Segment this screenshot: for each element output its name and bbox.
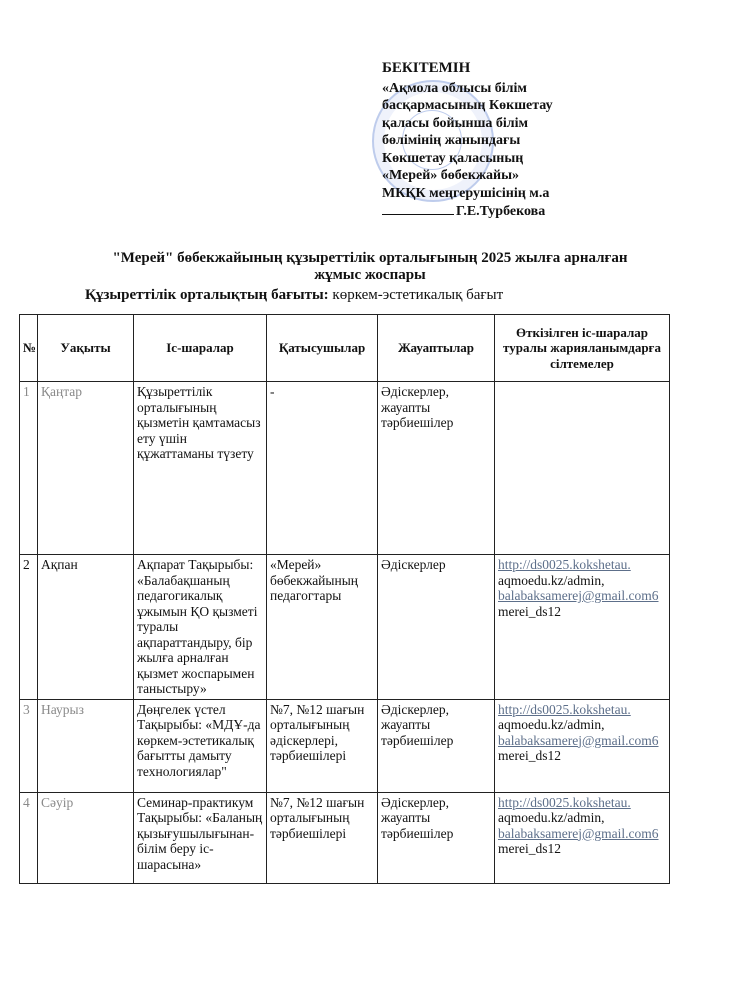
cell-links [495,699,670,792]
cell-links [495,792,670,883]
cell-links [495,382,670,555]
cell-participants: - [267,382,378,555]
table-row [20,792,670,883]
table-header-row [20,315,670,382]
approval-line: басқармасының Көкшетау [382,98,553,113]
approval-line: «Мерей» бөбекжайы» [382,168,520,183]
cell-time: Қаңтар [38,382,134,555]
cell-event: Құзыреттілік орталығының қызметін қамтамасыз ету үшін құжаттаманы түзету [134,382,267,555]
col-header-links: Өткізілген іс-шаралар туралы жарияланымдарға сілтемелер [495,315,670,382]
account-text: merei_ds12 [498,603,561,619]
signature-name: Г.Е.Турбекова [456,204,546,219]
cell-number: 1 [20,382,38,555]
approval-line: қаласы бойынша білім [382,115,529,131]
admin-text: aqmoedu.kz/admin, [498,572,605,588]
cell-responsible: Әдіскерлер, жауапты тәрбиешілер [378,699,495,792]
cell-event: Дөңгелек үстел Тақырыбы: «МДҰ-да көркем-эстетикалық бағытты дамыту технологиялар" [134,699,267,792]
cell-number: 4 [20,792,38,883]
approval-line: МКҚК меңгерушісінің м.а [382,185,550,201]
plan-table [19,314,670,884]
cell-event: Семинар-практикум Тақырыбы: «Баланың қызығушылығынан-білім беру іс-шарасына» [134,792,267,883]
email-link[interactable]: balabaksamerej@gmail.com6 [498,732,659,748]
cell-number: 3 [20,699,38,792]
cell-responsible: Әдіскерлер, жауапты тәрбиешілер [378,792,495,883]
site-link[interactable]: http://ds0025.kokshetau. [498,794,631,810]
col-header-responsible: Жауаптылар [378,315,495,382]
col-header-time: Уақыты [38,315,134,382]
email-link[interactable]: balabaksamerej@gmail.com6 [498,825,659,841]
table-row [20,699,670,792]
direction-line [85,287,503,304]
site-link[interactable]: http://ds0025.kokshetau. [498,701,631,717]
table-row [20,382,670,555]
approval-line: «Ақмола облысы білім [382,80,527,96]
cell-number: 2 [20,555,38,700]
approval-line: Көкшетау қаласының [382,150,524,166]
admin-text: aqmoedu.kz/admin, [498,717,605,732]
admin-text: aqmoedu.kz/admin, [498,810,605,825]
cell-time: Ақпан [38,555,134,700]
site-link[interactable]: http://ds0025.kokshetau. [498,557,631,572]
direction-label: Құзыреттілік орталықтың бағыты: [85,287,329,303]
approval-heading: БЕКІТЕМІН [382,60,471,76]
col-header-number: № [20,315,38,382]
approval-block [382,60,712,221]
cell-links [495,555,670,700]
cell-time: Сәуір [38,792,134,883]
signature-row [382,202,712,221]
table-row [20,555,670,700]
cell-participants: №7, №12 шағын орталығының тәрбиешілері [267,792,378,883]
cell-participants: №7, №12 шағын орталығының әдіскерлері, тәрбиешілері [267,699,378,792]
cell-responsible: Әдіскерлер [378,555,495,700]
email-link[interactable]: balabaksamerej@gmail.com6 [498,588,659,603]
col-header-events: Іс-шаралар [134,315,267,382]
signature-line [382,202,454,215]
account-text: merei_ds12 [498,841,561,856]
cell-time: Наурыз [38,699,134,792]
approval-line: бөлімінің жанындағы [382,133,521,148]
account-text: merei_ds12 [498,748,561,763]
cell-event: Ақпарат Тақырыбы: «Балабақшаның педагогикалық ұжымын ҚО қызметі туралы ақпараттандыру, бір жылға арналған қызмет жоспарымен таныстыру» [134,555,267,700]
cell-responsible: Әдіскерлер, жауапты тәрбиешілер [378,382,495,555]
cell-participants: «Мерей» бөбекжайының педагогтары [267,555,378,700]
document-title: "Мерей" бөбекжайының құзыреттілік орталығының 2025 жылға арналған жұмыс жоспары [112,250,628,283]
direction-value: көркем-эстетикалық бағыт [328,287,504,303]
col-header-participants: Қатысушылар [267,315,378,382]
